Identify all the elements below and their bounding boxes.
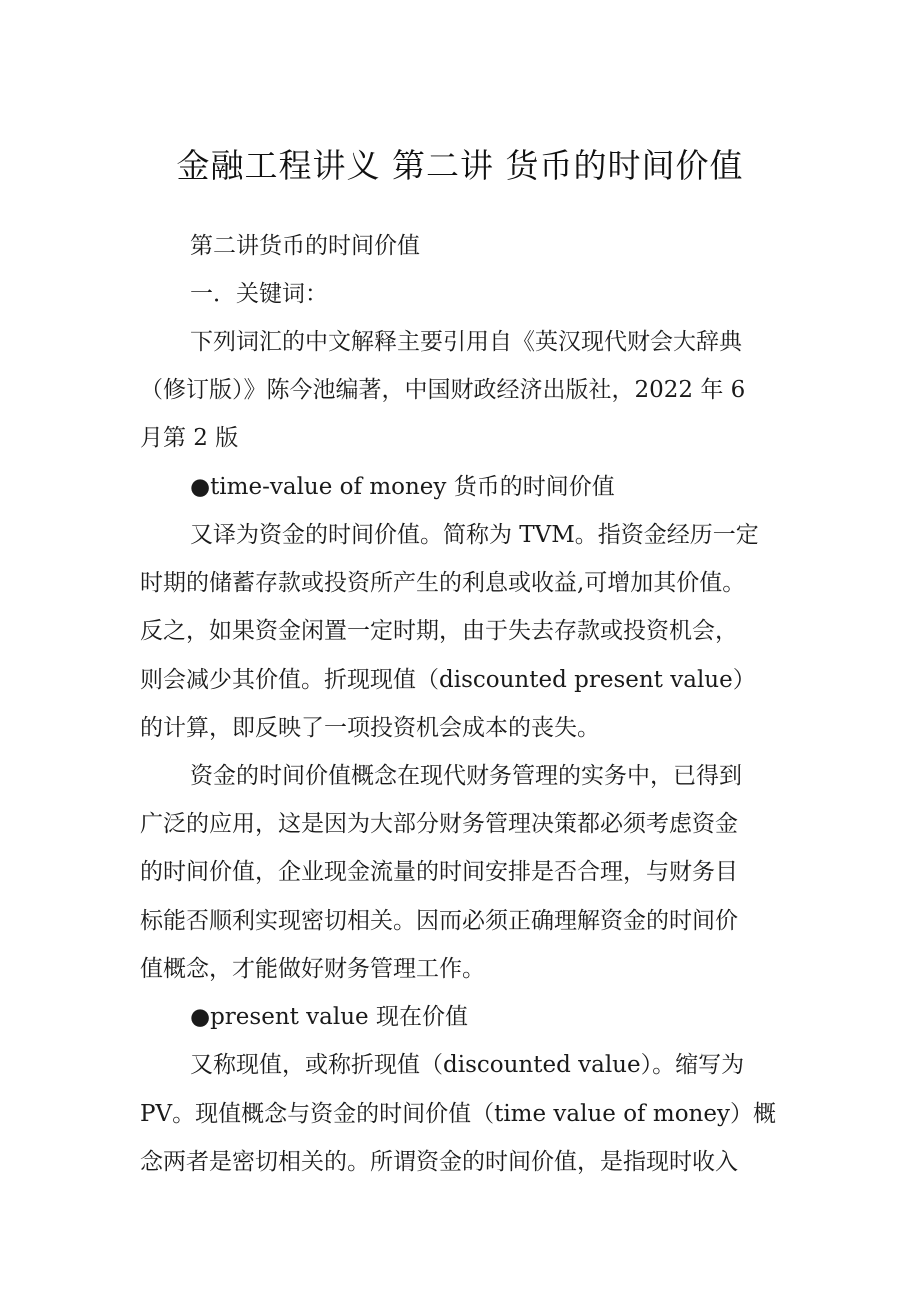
section-heading-keywords: 一．关键词：: [190, 281, 328, 307]
paragraph-line: 反之，如果资金闲置一定时期，由于失去存款或投资机会，: [140, 618, 738, 644]
paragraph-line: 则会减少其价值。折现现值（discounted present value）: [140, 667, 756, 693]
paragraph-line: （修订版）》陈今池编著，中国财政经济出版社，2022 年 6: [140, 377, 746, 403]
paragraph-line: 的时间价值，企业现金流量的时间安排是否合理，与财务目: [140, 859, 738, 885]
paragraph-line: 念两者是密切相关的。所谓资金的时间价值，是指现时收入: [140, 1149, 738, 1175]
paragraph-line: PV。现值概念与资金的时间价值（time value of money）概: [140, 1101, 776, 1127]
paragraph-line: 月第 2 版: [140, 425, 239, 451]
term-heading-present-value: ●present value 现在价值: [190, 1004, 468, 1030]
paragraph-line: 下列词汇的中文解释主要引用自《英汉现代财会大辞典: [190, 329, 742, 355]
lecture-subtitle: 第二讲货币的时间价值: [190, 233, 420, 259]
document-title: 金融工程讲义 第二讲 货币的时间价值: [176, 146, 744, 185]
paragraph-line: 的计算，即反映了一项投资机会成本的丧失。: [140, 715, 600, 741]
paragraph-line: 标能否顺利实现密切相关。因而必须正确理解资金的时间价: [140, 908, 738, 934]
term-heading-tvm: ●time-value of money 货币的时间价值: [190, 474, 615, 500]
paragraph-line: 广泛的应用，这是因为大部分财务管理决策都必须考虑资金: [140, 811, 738, 837]
paragraph-line: 又称现值，或称折现值（discounted value）。缩写为: [190, 1052, 745, 1078]
paragraph-line: 又译为资金的时间价值。简称为 TVM。指资金经历一定: [190, 522, 759, 548]
paragraph-line: 值概念，才能做好财务管理工作。: [140, 956, 485, 982]
paragraph-line: 时期的储蓄存款或投资所产生的利息或收益,可增加其价值。: [140, 570, 746, 596]
paragraph-line: 资金的时间价值概念在现代财务管理的实务中，已得到: [190, 763, 742, 789]
